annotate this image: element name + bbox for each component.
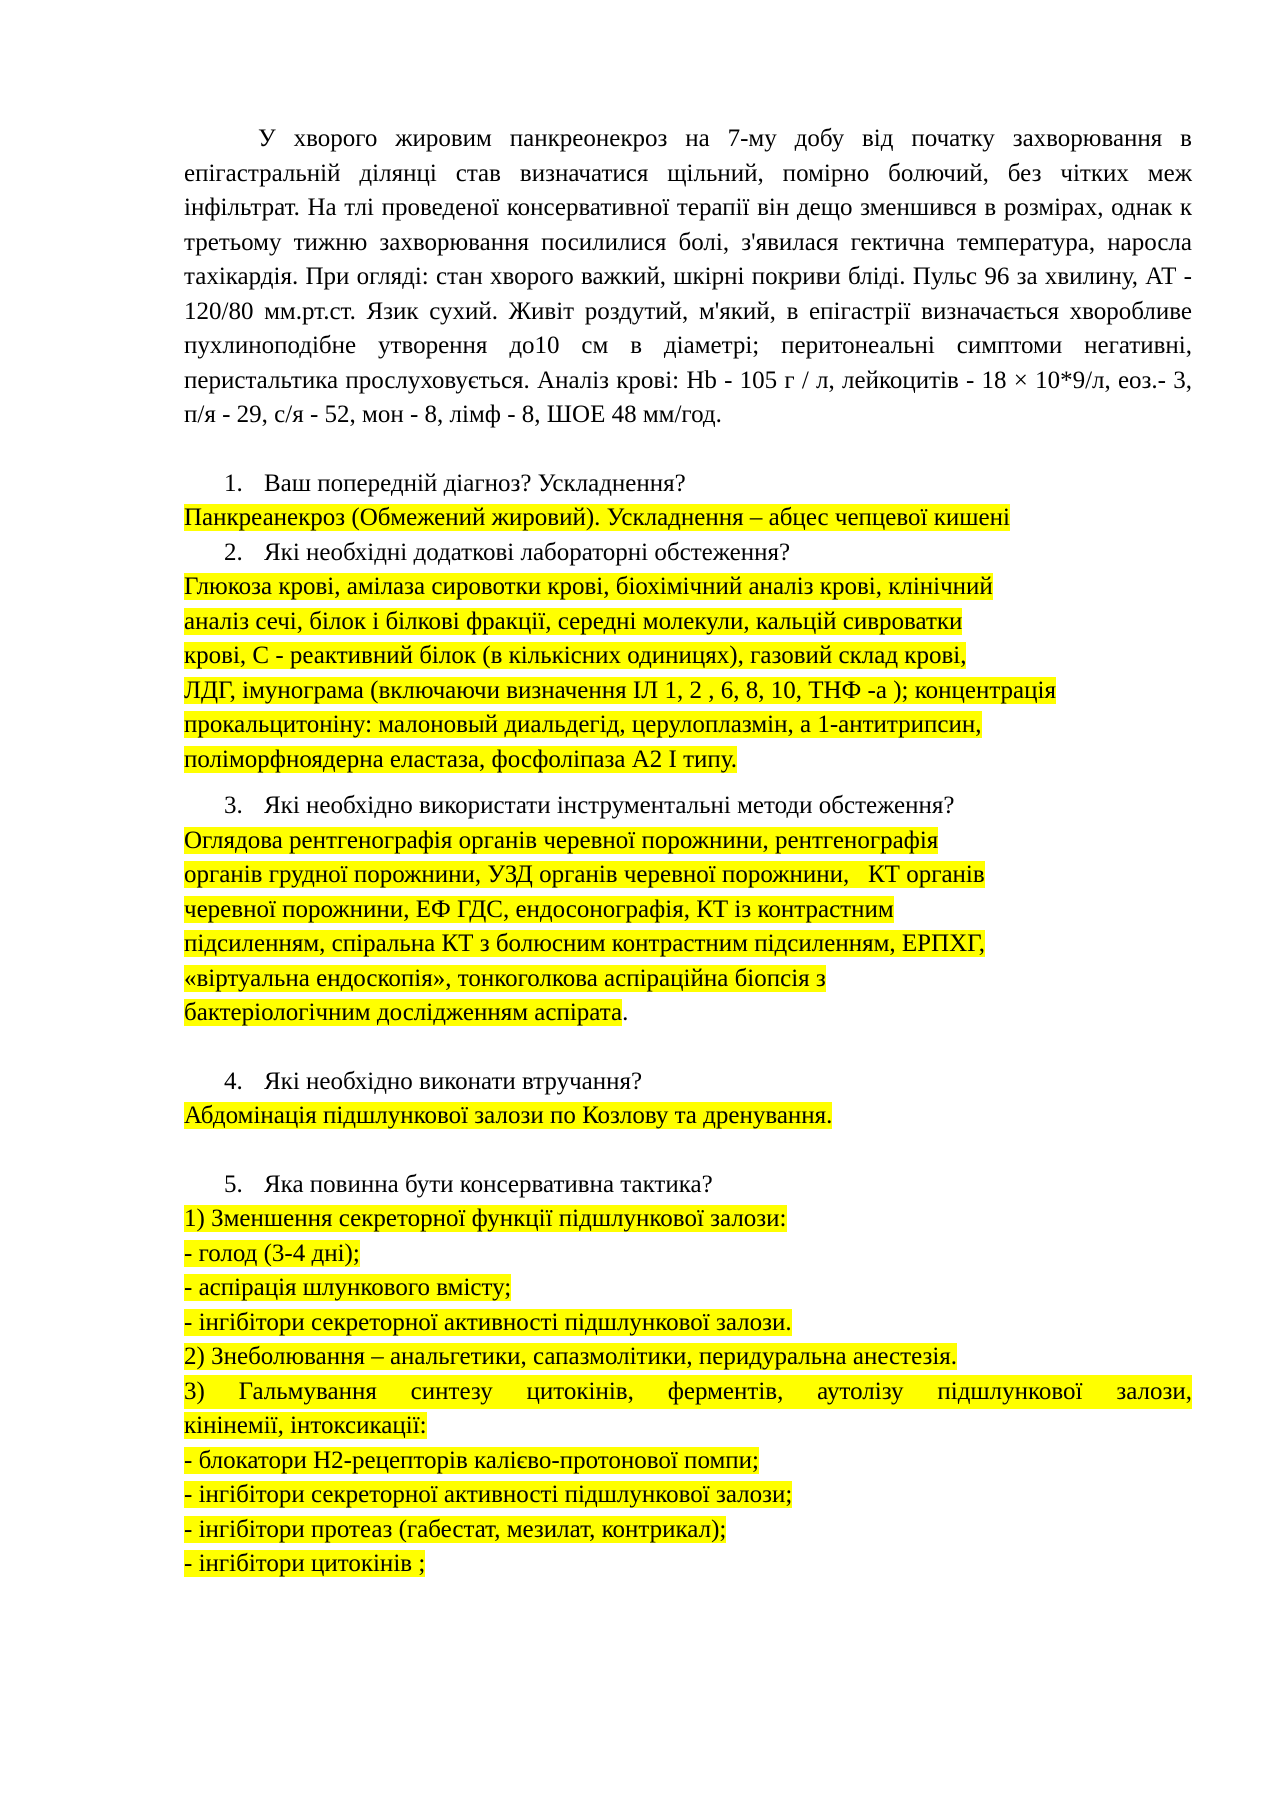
question-number: 2. (224, 538, 243, 566)
answer-1 (184, 501, 1192, 536)
answer-line: ЛДГ, імунограма (включаючи визначення ІЛ 1, 2 , 6, 8, 10, ТНФ -а ); концентрація (184, 676, 1056, 704)
answer-line: черевної порожнини, ЕФ ГДС, ендосонографія, КТ із контрастним (184, 895, 894, 923)
document-page (184, 122, 1192, 1582)
answer-line: аналіз сечі, білок і білкові фракції, середні молекули, кальцій сивроватки (184, 607, 963, 635)
answer-line: Глюкоза крові, амілаза сировотки крові, біохімічний аналіз крові, клінічний (184, 573, 993, 600)
answer-line: органів грудної порожнини, УЗД органів черевної порожнини, КТ органів (184, 861, 985, 888)
answer-line: поліморфноядерна еластаза, фосфоліпаза А2 І типу. (184, 745, 738, 773)
answer-4 (184, 1099, 1192, 1134)
answer-line: 3) Гальмування синтезу цитокінів, ферментів, аутолізу підшлункової залози, (184, 1375, 1192, 1410)
answer-line: - голод (3-4 дні); (184, 1239, 360, 1267)
question-1 (184, 467, 1192, 502)
question-text: Які необхідно використати інструментальні методи обстеження? (264, 792, 955, 819)
answer-3 (184, 824, 1192, 1031)
question-3 (184, 789, 1192, 824)
question-text: Яка повинна бути консервативна тактика? (264, 1170, 713, 1198)
answer-line: - блокатори Н2-рецепторів калієво-протонової помпи; (184, 1446, 759, 1474)
question-number: 1. (224, 469, 243, 497)
question-2 (184, 536, 1192, 571)
answer-line: Оглядова рентгенографія органів черевної порожнини, рентгенографія (184, 826, 939, 854)
answer-line: «віртуальна ендоскопія», тонкоголкова аспіраційна біопсія з (184, 964, 826, 992)
answer-line: кінінемії, інтоксикації: (184, 1412, 427, 1439)
answer-2 (184, 570, 1192, 777)
answer-tail: . (622, 999, 629, 1026)
answer-line: прокальцитоніну: малоновый диальдегід, церулоплазмін, а 1-антитрипсин, (184, 711, 982, 738)
question-number: 3. (224, 792, 243, 819)
answer-line: - інгібітори протеаз (габестат, мезилат, контрикал); (184, 1515, 727, 1543)
answer-line: - аспірація шлункового вмісту; (184, 1274, 512, 1301)
question-5 (184, 1168, 1192, 1203)
answer-line: - інгібітори секреторної активності підшлункової залози; (184, 1481, 793, 1508)
question-4 (184, 1065, 1192, 1100)
case-description: У хворого жировим панкреонекроз на 7-му добу від початку захворювання в епігастральній ділянці став визначатися щільний, помірно болючий, без чітких меж інфільтрат. На тлі проведеної консервативної терапії він дещо зменшився в розмірах, однак к третьому тижню захворювання посилилися болі, з'явилася гектична температура, наросла тахікардія. При огляді: стан хворого важкий, шкірні покриви бліді. Пульс 96 за хвилину, АТ - 120/80 мм.рт.ст. Язик сухий. Живіт роздутий, м'який, в епігастрії визначається хворобливе пухлиноподібне утворення до10 см в діаметрі; перитонеальні симптоми негативні, перистальтика прослуховується. Аналіз крові: Hb - 105 г / л, лейкоцитів - 18 × 10*9/л, еоз.- 3, п/я - 29, с/я - 52, мон - 8, лімф - 8, ШОЕ 48 мм/год. (184, 125, 1192, 428)
answer-line: бактеріологічним дослідженням аспірата (184, 999, 623, 1026)
answer-line: Абдомінація підшлункової залози по Козлову та дренування. (184, 1102, 833, 1129)
question-text: Які необхідно виконати втручання? (264, 1067, 643, 1095)
question-text: Які необхідні додаткові лабораторні обстеження? (264, 538, 791, 566)
answer-5 (184, 1202, 1192, 1582)
question-number: 5. (224, 1170, 243, 1198)
answer-line: 2) Знеболювання – анальгетики, сапазмолітики, перидуральна анестезія. (184, 1343, 958, 1370)
answer-line: 1) Зменшення секреторної функції підшлункової залози: (184, 1205, 787, 1232)
answer-line: підсиленням, спіральна КТ з болюсним контрастним підсиленням, ЕРПХГ, (184, 930, 986, 957)
answer-line: - інгібітори секреторної активності підшлункової залози. (184, 1308, 792, 1336)
answer-line: крові, С - реактивний білок (в кількісних одиницях), газовий склад крові, (184, 642, 967, 669)
question-text: Ваш попередній діагноз? Ускладнення? (264, 469, 686, 497)
answer-line: Панкреанекроз (Обмежений жировий). Ускладнення – абцес чепцевої кишені (184, 504, 1010, 531)
question-number: 4. (224, 1067, 243, 1095)
answer-line: - інгібітори цитокінів ; (184, 1550, 426, 1577)
